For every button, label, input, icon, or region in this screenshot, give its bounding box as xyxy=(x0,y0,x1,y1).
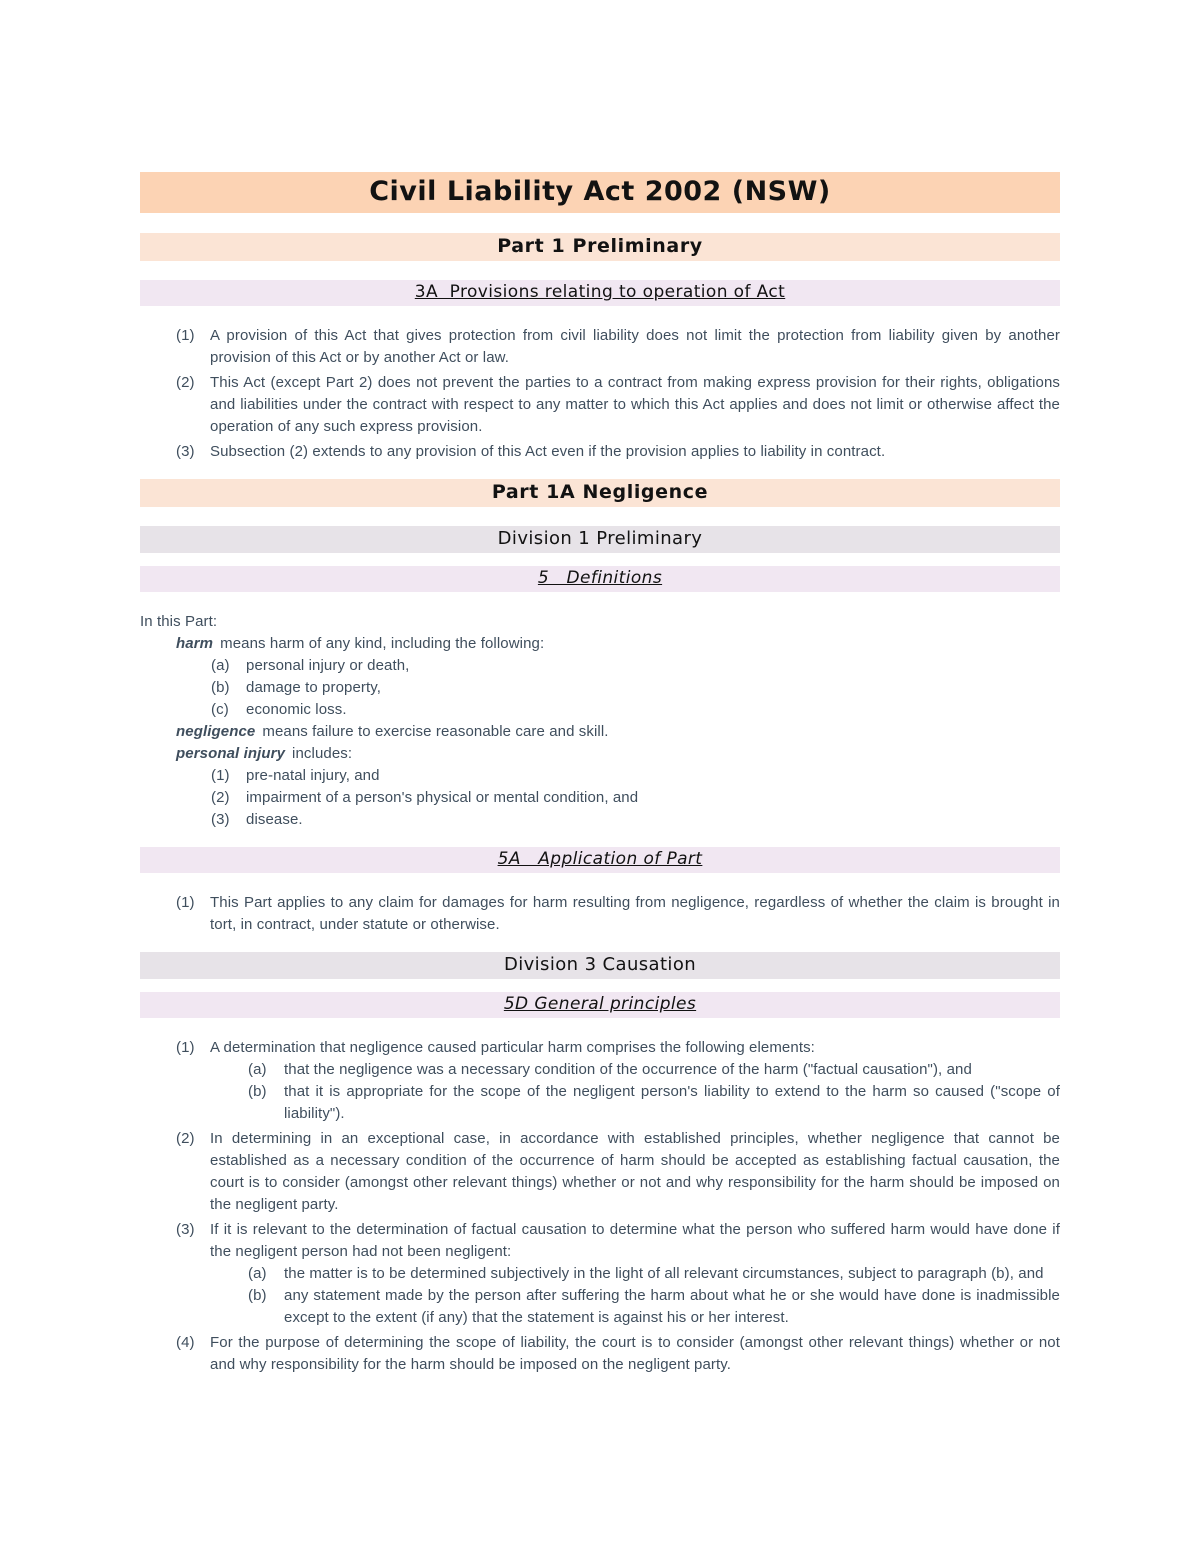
subitem-number: (3) xyxy=(211,811,230,828)
subitem-number: (a) xyxy=(248,1061,267,1078)
definition-line xyxy=(176,633,1060,655)
provision-item xyxy=(140,1219,1060,1329)
definition-text: means failure to exercise reasonable care and skill. xyxy=(262,723,609,740)
provision-number: (3) xyxy=(176,443,195,460)
subitem-text: that the negligence was a necessary condition of the occurrence of the harm ("factual causation"), and xyxy=(284,1061,972,1078)
subitem-text: the matter is to be determined subjectively in the light of all relevant circumstances, subject to paragraph (b), and xyxy=(284,1265,1044,1282)
section-5d-heading: 5D General principles xyxy=(140,992,1060,1018)
definition-subitem xyxy=(140,699,1060,721)
definition-line xyxy=(176,743,1060,765)
provision-text: For the purpose of determining the scope of liability, the court is to consider (amongst other relevant things) whether or not and why responsibility for the harm should be imposed on the negligent party. xyxy=(210,1334,1060,1373)
section-5d-body xyxy=(140,1037,1060,1376)
definition-text: means harm of any kind, including the following: xyxy=(220,635,545,652)
part1-heading: Part 1 Preliminary xyxy=(140,233,1060,261)
subitem-text: personal injury or death, xyxy=(246,657,410,674)
provision-subitem xyxy=(210,1285,1060,1329)
subitem-text: economic loss. xyxy=(246,701,347,718)
section-3a-heading: 3A Provisions relating to operation of Act xyxy=(140,280,1060,306)
definition-term: harm xyxy=(176,635,214,652)
provision-number: (2) xyxy=(176,374,195,391)
part1a-heading: Part 1A Negligence xyxy=(140,479,1060,507)
definition-line xyxy=(176,721,1060,743)
provision-item xyxy=(140,892,1060,936)
provision-text: This Part applies to any claim for damages for harm resulting from negligence, regardless of whether the claim is brought in tort, in contract, under statute or otherwise. xyxy=(210,894,1060,933)
provision-subitem xyxy=(210,1263,1060,1285)
section-3a-body xyxy=(140,325,1060,463)
provision-text: A provision of this Act that gives protection from civil liability does not limit the protection from liability given by another provision of this Act or by another Act or law. xyxy=(210,327,1060,366)
definition-text: includes: xyxy=(292,745,353,762)
subitem-text: damage to property, xyxy=(246,679,382,696)
division3-heading: Division 3 Causation xyxy=(140,952,1060,979)
definition-subitem xyxy=(140,677,1060,699)
provision-number: (3) xyxy=(176,1221,195,1238)
provision-item xyxy=(140,1037,1060,1125)
provision-content xyxy=(210,1219,1060,1329)
definition-term: personal injury xyxy=(176,745,286,762)
provision-item xyxy=(140,1128,1060,1216)
provision-content xyxy=(210,1037,1060,1125)
provision-number: (1) xyxy=(176,894,195,911)
definition-subitem xyxy=(140,787,1060,809)
provision-subitem xyxy=(210,1081,1060,1125)
definition-subitem xyxy=(140,809,1060,831)
subitem-text: any statement made by the person after suffering the harm about what he or she would have done is inadmissible except to the extent (if any) that the statement is against his or her interest. xyxy=(284,1287,1060,1326)
definitions-intro: In this Part: xyxy=(140,613,218,630)
provision-number: (2) xyxy=(176,1130,195,1147)
provision-number: (1) xyxy=(176,1039,195,1056)
section-5-body xyxy=(140,611,1060,831)
provision-text: This Act (except Part 2) does not prevent the parties to a contract from making express provision for their rights, obligations and liabilities under the contract with respect to any matter to which this Act applies and does not limit or otherwise affect the operation of any such express provision. xyxy=(210,374,1060,435)
section-5-heading: 5 Definitions xyxy=(140,566,1060,592)
subitem-text: that it is appropriate for the scope of the negligent person's liability to extend to the harm so caused ("scope of liability"). xyxy=(284,1083,1060,1122)
provision-item xyxy=(140,441,1060,463)
section-5a-heading: 5A Application of Part xyxy=(140,847,1060,873)
provision-item xyxy=(140,372,1060,438)
provision-text: Subsection (2) extends to any provision of this Act even if the provision applies to liability in contract. xyxy=(210,443,886,460)
subitem-text: pre-natal injury, and xyxy=(246,767,380,784)
provision-text: In determining in an exceptional case, in accordance with established principles, whether negligence that cannot be established as a necessary condition of the occurrence of harm should be accepted as establishing factual causation, the court is to consider (amongst other relevant things) whether or not and why responsibility for the harm should be imposed on the negligent party. xyxy=(210,1130,1060,1213)
subitem-number: (a) xyxy=(248,1265,267,1282)
subitem-number: (b) xyxy=(211,679,230,696)
subitem-number: (a) xyxy=(211,657,230,674)
provision-subitem xyxy=(210,1059,1060,1081)
provision-text: A determination that negligence caused particular harm comprises the following elements: xyxy=(210,1039,815,1056)
provision-number: (4) xyxy=(176,1334,195,1351)
section-5a-body xyxy=(140,892,1060,936)
definition-term: negligence xyxy=(176,723,256,740)
provision-item xyxy=(140,325,1060,369)
subitem-number: (b) xyxy=(248,1083,267,1100)
subitem-number: (c) xyxy=(211,701,229,718)
definition-subitem xyxy=(140,765,1060,787)
subitem-text: disease. xyxy=(246,811,303,828)
provision-number: (1) xyxy=(176,327,195,344)
provision-text: If it is relevant to the determination of factual causation to determine what the person who suffered harm would have done if the negligent person had not been negligent: xyxy=(210,1221,1060,1260)
division1-heading: Division 1 Preliminary xyxy=(140,526,1060,553)
subitem-number: (1) xyxy=(211,767,230,784)
subitem-number: (b) xyxy=(248,1287,267,1304)
subitem-text: impairment of a person's physical or mental condition, and xyxy=(246,789,639,806)
subitem-number: (2) xyxy=(211,789,230,806)
definition-subitem xyxy=(140,655,1060,677)
act-title-banner: Civil Liability Act 2002 (NSW) xyxy=(140,172,1060,213)
provision-item xyxy=(140,1332,1060,1376)
